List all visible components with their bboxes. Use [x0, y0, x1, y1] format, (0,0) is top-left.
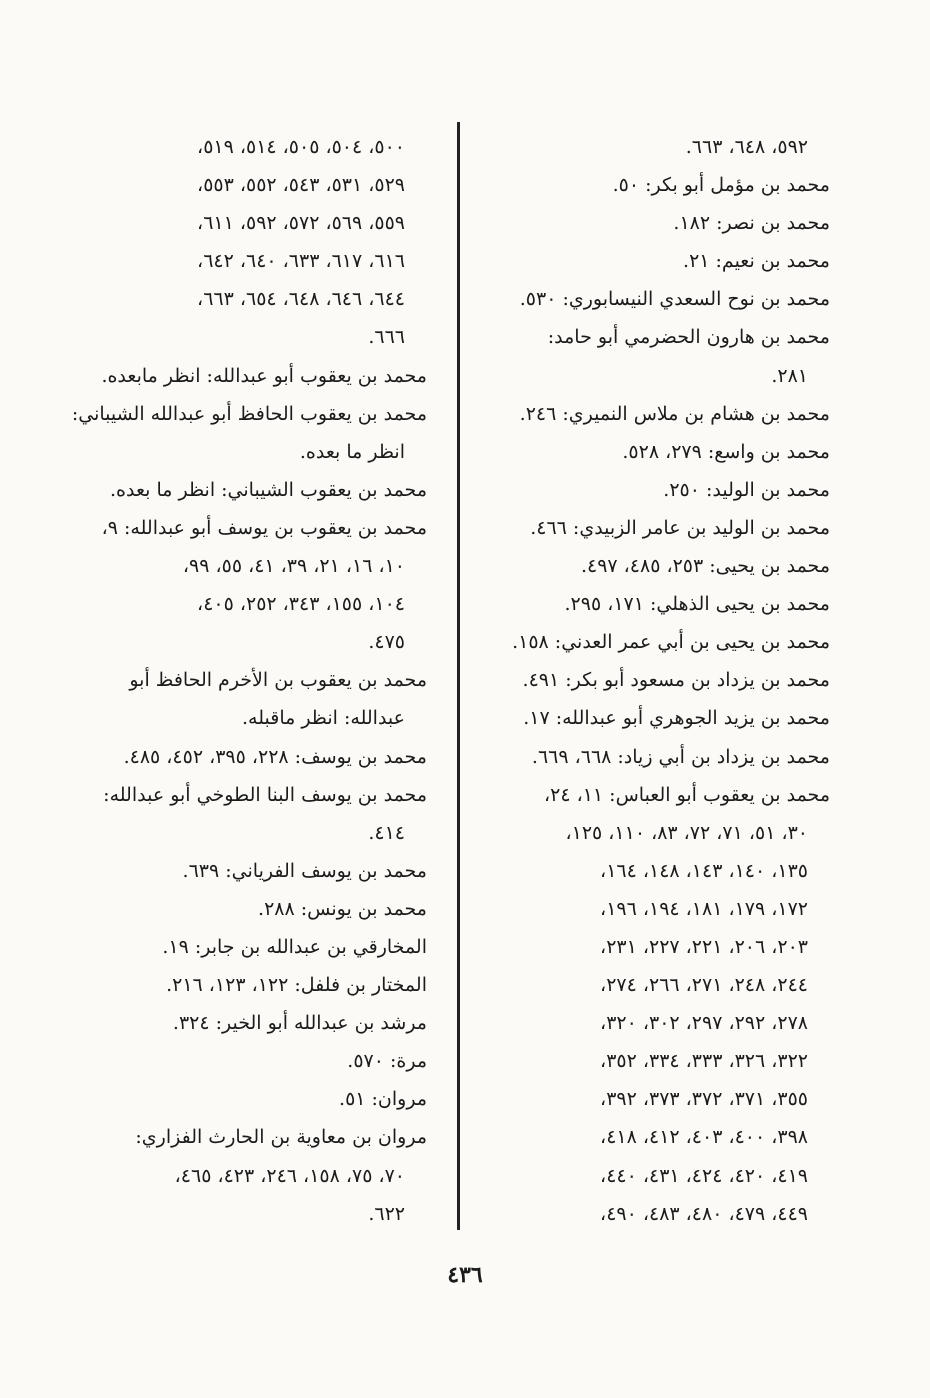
index-continuation-line: ١٠، ١٦، ٢١، ٣٩، ٤١، ٥٥، ٩٩، [182, 555, 405, 578]
index-entry: محمد بن يزيد الجوهري أبو عبدالله: ١٧. [523, 707, 830, 730]
index-continuation-line: ٣٥٥، ٣٧١، ٣٧٢، ٣٧٣، ٣٩٢، [600, 1088, 808, 1111]
index-entry: مروان بن معاوية بن الحارث الفزاري: [135, 1126, 427, 1149]
index-continuation-line: ٤١٩، ٤٢٠، ٤٢٤، ٤٣١، ٤٤٠، [600, 1164, 808, 1187]
index-continuation-line: ٢٠٣، ٢٠٦، ٢٢١، ٢٢٧، ٢٣١، [600, 935, 808, 958]
index-continuation-line: ٥٥٩، ٥٦٩، ٥٧٢، ٥٩٢، ٦١١، [197, 212, 405, 235]
index-continuation-line: ٢٨١. [771, 364, 808, 387]
index-entry: محمد بن يزداد بن مسعود أبو بكر: ٤٩١. [522, 669, 830, 692]
page-number: ٤٣٦ [447, 1262, 483, 1288]
index-continuation-line: ٢٧٨، ٢٩٢، ٢٩٧، ٣٠٢، ٣٢٠، [600, 1012, 808, 1035]
index-entry: محمد بن نصر: ١٨٢. [673, 212, 830, 235]
index-continuation-line: ٦٢٢. [368, 1202, 405, 1225]
index-continuation-line: ٤٤٩، ٤٧٩، ٤٨٠، ٤٨٣، ٤٩٠، [600, 1202, 808, 1225]
index-continuation-line: ٤١٤. [368, 821, 405, 844]
index-entry: مروان: ٥١. [339, 1088, 427, 1111]
index-entry: محمد بن واسع: ٢٧٩، ٥٢٨. [622, 440, 830, 463]
index-continuation-line: ٤٧٥. [368, 631, 405, 654]
index-entry: محمد بن يزداد بن أبي زياد: ٦٦٨، ٦٦٩. [531, 745, 830, 768]
index-continuation-line: انظر ما بعده. [299, 440, 405, 463]
index-continuation-line: ٣٠، ٥١، ٧١، ٧٢، ٨٣، ١١٠، ١٢٥، [565, 821, 808, 844]
index-entry: محمد بن يحيى الذهلي: ١٧١، ٢٩٥. [564, 593, 830, 616]
index-entry: محمد بن يعقوب أبو العباس: ١١، ٢٤، [543, 783, 830, 806]
index-continuation-line: ٣٢٢، ٣٢٦، ٣٣٣، ٣٣٤، ٣٥٢، [600, 1050, 808, 1073]
index-entry: محمد بن مؤمل أبو بكر: ٥٠. [612, 174, 830, 197]
index-entry: محمد بن الوليد: ٢٥٠. [663, 478, 830, 501]
index-entry: محمد بن يوسف البنا الطوخي أبو عبدالله: [103, 783, 427, 806]
index-entry: محمد بن يونس: ٢٨٨. [258, 897, 427, 920]
index-entry: محمد بن الوليد بن عامر الزبيدي: ٤٦٦. [530, 516, 830, 539]
index-entry: محمد بن نوح السعدي النيسابوري: ٥٣٠. [519, 288, 830, 311]
index-entry: محمد بن يعقوب الشيباني: انظر ما بعده. [110, 478, 427, 501]
index-continuation-line: ٥٩٢، ٦٤٨، ٦٦٣. [685, 136, 808, 158]
index-entry: محمد بن هارون الحضرمي أبو حامد: [547, 326, 830, 349]
index-continuation-line: عبدالله: انظر ماقبله. [241, 707, 405, 730]
index-entry: محمد بن يعقوب أبو عبدالله: انظر مابعده. [101, 364, 427, 387]
index-entry: محمد بن هشام بن ملاس النميري: ٢٤٦. [519, 402, 830, 425]
index-entry: محمد بن يوسف: ٢٢٨، ٣٩٥، ٤٥٢، ٤٨٥. [123, 745, 427, 768]
index-entry: محمد بن يعقوب بن الأخرم الحافظ أبو [129, 669, 427, 692]
index-entry: محمد بن نعيم: ٢١. [683, 250, 830, 273]
index-column-right [475, 128, 830, 1233]
index-entry: مرشد بن عبدالله أبو الخير: ٣٢٤. [172, 1012, 427, 1035]
index-continuation-line: ٣٩٨، ٤٠٠، ٤٠٣، ٤١٢، ٤١٨، [600, 1126, 808, 1149]
index-entry: محمد بن يعقوب الحافظ أبو عبدالله الشيباني: [72, 402, 427, 425]
index-entry: المختار بن فلفل: ١٢٢، ١٢٣، ٢١٦. [166, 974, 427, 997]
index-continuation-line: ١٠٤، ١٥٥، ٣٤٣، ٢٥٢، ٤٠٥، [197, 593, 405, 616]
index-continuation-line: ٥٢٩، ٥٣١، ٥٤٣، ٥٥٢، ٥٥٣، [197, 174, 405, 197]
index-continuation-line: ١٣٥، ١٤٠، ١٤٣، ١٤٨، ١٦٤، [600, 859, 808, 882]
index-continuation-line: ٦٦٦. [368, 326, 405, 349]
index-continuation-line: ٧٠، ٧٥، ١٥٨، ٢٤٦، ٤٢٣، ٤٦٥، [174, 1164, 405, 1187]
index-continuation-line: ٦١٦، ٦١٧، ٦٣٣، ٦٤٠، ٦٤٢، [197, 250, 405, 273]
index-entry: مرة: ٥٧٠. [347, 1050, 427, 1073]
index-entry: محمد بن يحيى: ٢٥٣، ٤٨٥، ٤٩٧. [580, 555, 830, 578]
column-divider [457, 122, 460, 1230]
index-continuation-line: ٦٤٤، ٦٤٦، ٦٤٨، ٦٥٤، ٦٦٣، [197, 288, 405, 311]
index-continuation-line: ١٧٢، ١٧٩، ١٨١، ١٩٤، ١٩٦، [600, 897, 808, 920]
index-entry: محمد بن يوسف الفرياني: ٦٣٩. [182, 859, 427, 882]
index-entry: المخارقي بن عبدالله بن جابر: ١٩. [162, 935, 427, 958]
index-continuation-line: ٢٤٤، ٢٤٨، ٢٧١، ٢٦٦، ٢٧٤، [600, 974, 808, 997]
index-entry: محمد بن يحيى بن أبي عمر العدني: ١٥٨. [512, 631, 830, 654]
index-continuation-line: ٥٠٠، ٥٠٤، ٥٠٥، ٥١٤، ٥١٩، [197, 136, 405, 158]
index-column-left [72, 128, 427, 1233]
index-entry: محمد بن يعقوب بن يوسف أبو عبدالله: ٩، [101, 516, 427, 539]
